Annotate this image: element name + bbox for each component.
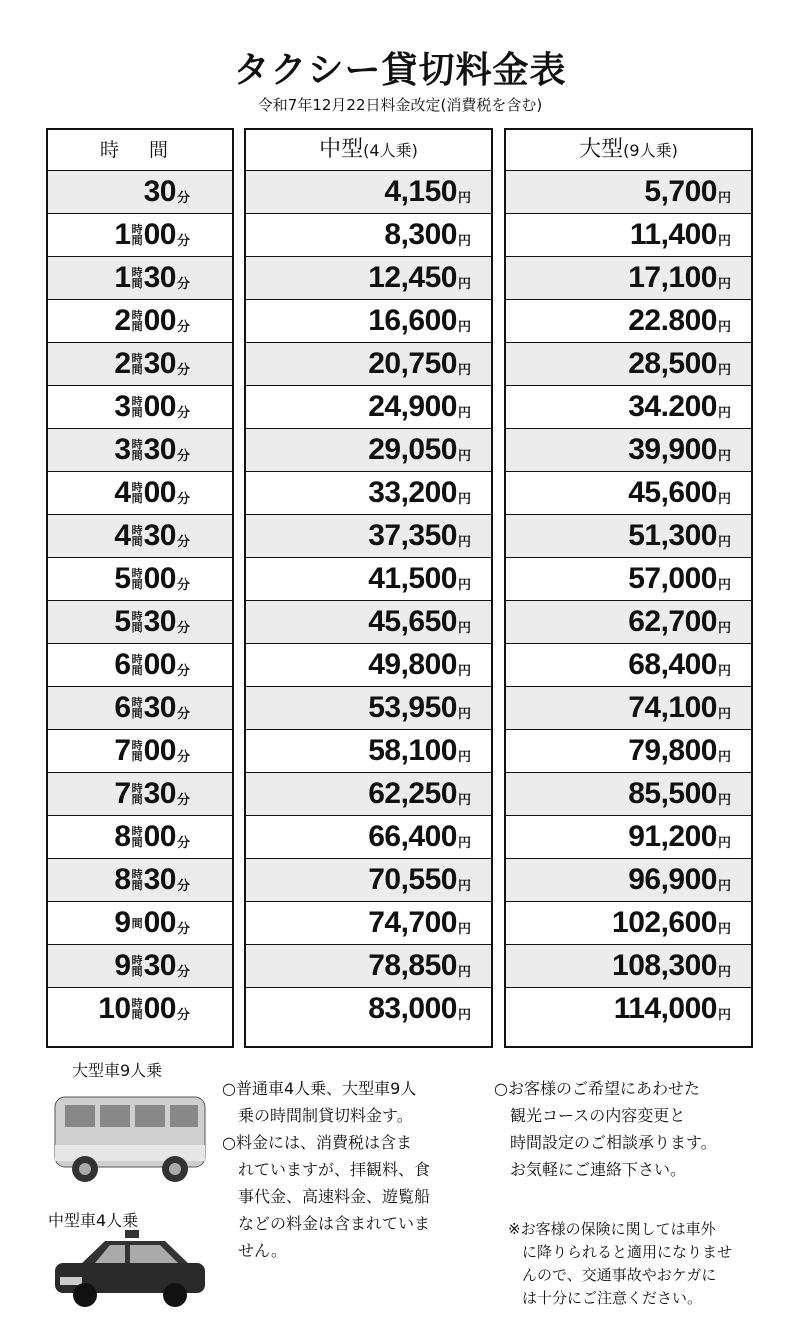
time-cell	[48, 987, 232, 1030]
minutes-value: 00	[143, 562, 176, 595]
large-size-price: 45,600	[628, 476, 717, 509]
mid-size-price-cell	[246, 600, 491, 643]
yen-unit: 円	[457, 750, 471, 765]
mid-size-price: 16,600	[368, 304, 457, 337]
yen-unit: 円	[717, 922, 731, 937]
minutes-value: 30	[143, 519, 176, 552]
hour-unit: 時 間	[131, 868, 143, 892]
van-label: 大型車9人乗	[72, 1061, 163, 1080]
large-size-price-cell	[506, 428, 751, 471]
hour-unit: 時 間	[131, 395, 143, 419]
large-size-price-cell	[506, 342, 751, 385]
large-size-price: 108,300	[612, 949, 717, 982]
large-size-price-cell	[506, 471, 751, 514]
large-size-header	[506, 130, 751, 170]
time-cell	[48, 213, 232, 256]
hour-unit: 時 間	[131, 739, 143, 763]
hour-unit: 時 間	[131, 782, 143, 806]
hours-value: 8	[114, 820, 131, 853]
mid-size-price-cell	[246, 514, 491, 557]
yen-unit: 円	[717, 621, 731, 636]
page-title: タクシー貸切料金表	[233, 50, 567, 91]
note-line: 時間設定のご相談承ります。	[510, 1133, 717, 1152]
mid-size-price: 83,000	[368, 992, 457, 1025]
mid-size-price-cell	[246, 729, 491, 772]
large-size-price: 22.800	[628, 304, 717, 337]
yen-unit: 円	[717, 1008, 731, 1023]
large-size-header-sub: (9人乗)	[623, 141, 678, 160]
hour-unit: 時 間	[131, 954, 143, 978]
minute-unit: 分	[176, 879, 190, 894]
large-size-price-cell	[506, 557, 751, 600]
yen-unit: 円	[457, 363, 471, 378]
yen-unit: 円	[457, 535, 471, 550]
yen-unit: 円	[457, 449, 471, 464]
hour-unit: 時 間	[131, 997, 143, 1021]
large-size-price: 34.200	[628, 390, 717, 423]
minute-unit: 分	[176, 363, 190, 378]
yen-unit: 円	[457, 406, 471, 421]
minute-unit: 分	[176, 965, 190, 980]
mid-size-price-cell	[246, 385, 491, 428]
time-cell	[48, 256, 232, 299]
yen-unit: 円	[457, 793, 471, 808]
mid-size-price: 20,750	[368, 347, 457, 380]
note-line: んので、交通事故やおケガに	[522, 1266, 717, 1284]
yen-unit: 円	[457, 234, 471, 249]
note-line: ○普通車4人乗、大型車9人	[222, 1079, 417, 1098]
hours-value: 3	[114, 390, 131, 423]
large-size-price: 62,700	[628, 605, 717, 638]
time-cell	[48, 385, 232, 428]
time-column	[46, 128, 234, 1048]
large-size-price-cell	[506, 256, 751, 299]
large-size-price-cell	[506, 815, 751, 858]
hours-value: 1	[114, 218, 131, 251]
mid-size-price: 53,950	[368, 691, 457, 724]
sedan-photo	[50, 1225, 210, 1315]
large-size-price-cell	[506, 686, 751, 729]
minutes-value: 00	[143, 304, 176, 337]
minute-unit: 分	[176, 621, 190, 636]
hours-value: 2	[114, 347, 131, 380]
hours-value: 5	[114, 562, 131, 595]
mid-size-price: 33,200	[368, 476, 457, 509]
time-header: 時 間	[99, 139, 181, 161]
mid-size-price-cell	[246, 772, 491, 815]
yen-unit: 円	[457, 492, 471, 507]
minutes-value: 30	[143, 605, 176, 638]
minutes-value: 00	[143, 734, 176, 767]
mid-size-price: 58,100	[368, 734, 457, 767]
time-cell	[48, 299, 232, 342]
mid-size-price-cell	[246, 557, 491, 600]
large-size-price: 91,200	[628, 820, 717, 853]
minute-unit: 分	[176, 535, 190, 550]
time-cell	[48, 772, 232, 815]
yen-unit: 円	[457, 1008, 471, 1023]
minute-unit: 分	[176, 922, 190, 937]
large-size-price: 102,600	[612, 906, 717, 939]
mid-size-price-cell	[246, 342, 491, 385]
yen-unit: 円	[717, 535, 731, 550]
mid-size-header-sub: (4人乗)	[363, 141, 418, 160]
car-label: 中型車4人乗	[48, 1211, 139, 1230]
large-size-price-cell	[506, 944, 751, 987]
hours-value: 6	[114, 691, 131, 724]
mid-size-price: 45,650	[368, 605, 457, 638]
yen-unit: 円	[717, 750, 731, 765]
mid-size-price: 49,800	[368, 648, 457, 681]
large-size-price-cell	[506, 901, 751, 944]
time-cell	[48, 428, 232, 471]
yen-unit: 円	[717, 492, 731, 507]
mid-size-price: 29,050	[368, 433, 457, 466]
mid-size-price: 74,700	[368, 906, 457, 939]
minute-unit: 分	[176, 664, 190, 679]
hour-unit: 時 間	[131, 653, 143, 677]
hours-value: 10	[98, 992, 131, 1025]
yen-unit: 円	[717, 449, 731, 464]
hour-unit: 時 間	[131, 567, 143, 591]
note-line: に降りられると適用になりませ	[522, 1243, 733, 1261]
mid-size-price-cell	[246, 213, 491, 256]
note-line: お気軽にご連絡下さい。	[510, 1160, 687, 1179]
mid-size-price-cell	[246, 471, 491, 514]
hour-unit: 時 間	[131, 266, 143, 290]
large-size-price-cell	[506, 643, 751, 686]
hours-value: 7	[114, 734, 131, 767]
large-size-price-cell	[506, 299, 751, 342]
large-size-price: 39,900	[628, 433, 717, 466]
minutes-value: 30	[143, 261, 176, 294]
minutes-value: 00	[143, 476, 176, 509]
insurance-note	[508, 1218, 732, 1310]
hours-value: 3	[114, 433, 131, 466]
mid-size-price: 8,300	[384, 218, 457, 251]
minutes-value: 30	[143, 175, 176, 208]
large-size-price: 79,800	[628, 734, 717, 767]
yen-unit: 円	[717, 793, 731, 808]
minute-unit: 分	[176, 836, 190, 851]
note-line: ○お客様のご希望にあわせた	[494, 1079, 700, 1098]
yen-unit: 円	[457, 836, 471, 851]
note-line: などの料金は含まれていま	[238, 1214, 431, 1233]
note-line: せん。	[238, 1241, 287, 1260]
yen-unit: 円	[717, 707, 731, 722]
yen-unit: 円	[457, 320, 471, 335]
minutes-value: 30	[143, 347, 176, 380]
yen-unit: 円	[717, 578, 731, 593]
hour-unit: 間	[131, 916, 143, 930]
note-line: は十分にご注意ください。	[522, 1289, 703, 1307]
large-size-price: 28,500	[628, 347, 717, 380]
hour-unit: 時 間	[131, 696, 143, 720]
hour-unit: 時 間	[131, 309, 143, 333]
yen-unit: 円	[457, 621, 471, 636]
time-cell	[48, 858, 232, 901]
large-size-price: 51,300	[628, 519, 717, 552]
minute-unit: 分	[176, 1008, 190, 1023]
hour-unit: 時 間	[131, 352, 143, 376]
mid-size-price-cell	[246, 901, 491, 944]
note-fees	[222, 1129, 430, 1264]
time-cell	[48, 686, 232, 729]
hour-unit: 時 間	[131, 223, 143, 247]
mid-size-price: 70,550	[368, 863, 457, 896]
time-cell	[48, 643, 232, 686]
large-size-price: 74,100	[628, 691, 717, 724]
hours-value: 7	[114, 777, 131, 810]
mid-size-price-cell	[246, 299, 491, 342]
mid-size-price: 78,850	[368, 949, 457, 982]
hours-value: 9	[114, 906, 131, 939]
large-size-price: 5,700	[644, 175, 717, 208]
note-line: ○料金には、消費税は含ま	[222, 1133, 412, 1152]
van-photo	[50, 1085, 210, 1190]
note-consultation	[494, 1075, 717, 1183]
time-cell	[48, 815, 232, 858]
yen-unit: 円	[457, 922, 471, 937]
hours-value: 1	[114, 261, 131, 294]
minutes-value: 00	[143, 648, 176, 681]
minute-unit: 分	[176, 707, 190, 722]
hours-value: 2	[114, 304, 131, 337]
mid-size-price-cell	[246, 643, 491, 686]
mid-size-column	[244, 128, 493, 1048]
time-cell	[48, 342, 232, 385]
minute-unit: 分	[176, 492, 190, 507]
minute-unit: 分	[176, 320, 190, 335]
time-cell	[48, 729, 232, 772]
large-size-price: 17,100	[628, 261, 717, 294]
note-line: 乗の時間制貸切料金す。	[238, 1106, 413, 1125]
minutes-value: 30	[143, 863, 176, 896]
mid-size-price: 12,450	[368, 261, 457, 294]
large-size-price-cell	[506, 772, 751, 815]
hours-value: 8	[114, 863, 131, 896]
minutes-value: 00	[143, 218, 176, 251]
mid-size-price: 66,400	[368, 820, 457, 853]
mid-size-price-cell	[246, 987, 491, 1030]
large-size-header-main: 大型	[579, 137, 624, 162]
yen-unit: 円	[457, 879, 471, 894]
minute-unit: 分	[176, 449, 190, 464]
mid-size-price-cell	[246, 256, 491, 299]
large-size-price-cell	[506, 170, 751, 213]
note-hourly	[222, 1075, 416, 1129]
mid-size-price-cell	[246, 858, 491, 901]
large-size-price: 57,000	[628, 562, 717, 595]
yen-unit: 円	[457, 707, 471, 722]
yen-unit: 円	[457, 191, 471, 206]
time-cell	[48, 600, 232, 643]
hour-unit: 時 間	[131, 610, 143, 634]
time-cell	[48, 471, 232, 514]
minutes-value: 30	[143, 691, 176, 724]
mid-size-price: 4,150	[384, 175, 457, 208]
hours-value: 6	[114, 648, 131, 681]
mid-size-price-cell	[246, 815, 491, 858]
mid-size-price-cell	[246, 686, 491, 729]
mid-size-header-main: 中型	[319, 137, 364, 162]
minute-unit: 分	[176, 578, 190, 593]
hour-unit: 時 間	[131, 524, 143, 548]
large-size-column	[504, 128, 753, 1048]
time-cell	[48, 514, 232, 557]
yen-unit: 円	[717, 879, 731, 894]
yen-unit: 円	[717, 277, 731, 292]
mid-size-price: 41,500	[368, 562, 457, 595]
large-size-price: 85,500	[628, 777, 717, 810]
note-line: 観光コースの内容変更と	[510, 1106, 686, 1125]
minute-unit: 分	[176, 191, 190, 206]
large-size-price: 96,900	[628, 863, 717, 896]
yen-unit: 円	[457, 965, 471, 980]
mid-size-price-cell	[246, 428, 491, 471]
yen-unit: 円	[717, 320, 731, 335]
minute-unit: 分	[176, 750, 190, 765]
yen-unit: 円	[717, 191, 731, 206]
mid-size-price: 37,350	[368, 519, 457, 552]
yen-unit: 円	[457, 578, 471, 593]
large-size-price: 114,000	[613, 992, 717, 1025]
mid-size-price-cell	[246, 944, 491, 987]
minutes-value: 30	[143, 949, 176, 982]
page-subtitle: 令和7年12月22日料金改定(消費税を含む)	[257, 96, 543, 114]
note-line: れていますが、拝観料、食	[238, 1160, 431, 1179]
time-cell	[48, 944, 232, 987]
yen-unit: 円	[457, 664, 471, 679]
hour-unit: 時 間	[131, 438, 143, 462]
yen-unit: 円	[717, 234, 731, 249]
large-size-price-cell	[506, 213, 751, 256]
yen-unit: 円	[717, 836, 731, 851]
minutes-value: 00	[143, 906, 176, 939]
large-size-price-cell	[506, 385, 751, 428]
minutes-value: 30	[143, 777, 176, 810]
yen-unit: 円	[457, 277, 471, 292]
yen-unit: 円	[717, 664, 731, 679]
large-size-price-cell	[506, 858, 751, 901]
time-cell	[48, 901, 232, 944]
minutes-value: 00	[143, 390, 176, 423]
note-line: 事代金、高速料金、遊覧船	[238, 1187, 431, 1206]
large-size-price: 68,400	[628, 648, 717, 681]
minute-unit: 分	[176, 277, 190, 292]
note-line: ※お客様の保険に関しては車外	[508, 1220, 716, 1238]
yen-unit: 円	[717, 406, 731, 421]
mid-size-price-cell	[246, 170, 491, 213]
yen-unit: 円	[717, 965, 731, 980]
large-size-price: 11,400	[629, 218, 717, 251]
hour-unit: 時 間	[131, 481, 143, 505]
mid-size-price: 62,250	[368, 777, 457, 810]
minutes-value: 00	[143, 992, 176, 1025]
large-size-price-cell	[506, 514, 751, 557]
large-size-price-cell	[506, 600, 751, 643]
time-cell	[48, 170, 232, 213]
hours-value: 9	[114, 949, 131, 982]
time-cell	[48, 557, 232, 600]
mid-size-header	[246, 130, 491, 170]
minute-unit: 分	[176, 234, 190, 249]
hour-unit: 時 間	[131, 825, 143, 849]
hours-value: 4	[114, 476, 131, 509]
hours-value: 4	[114, 519, 131, 552]
mid-size-price: 24,900	[368, 390, 457, 423]
hours-value: 5	[114, 605, 131, 638]
minutes-value: 30	[143, 433, 176, 466]
minute-unit: 分	[176, 793, 190, 808]
large-size-price-cell	[506, 987, 751, 1030]
minute-unit: 分	[176, 406, 190, 421]
minutes-value: 00	[143, 820, 176, 853]
yen-unit: 円	[717, 363, 731, 378]
large-size-price-cell	[506, 729, 751, 772]
